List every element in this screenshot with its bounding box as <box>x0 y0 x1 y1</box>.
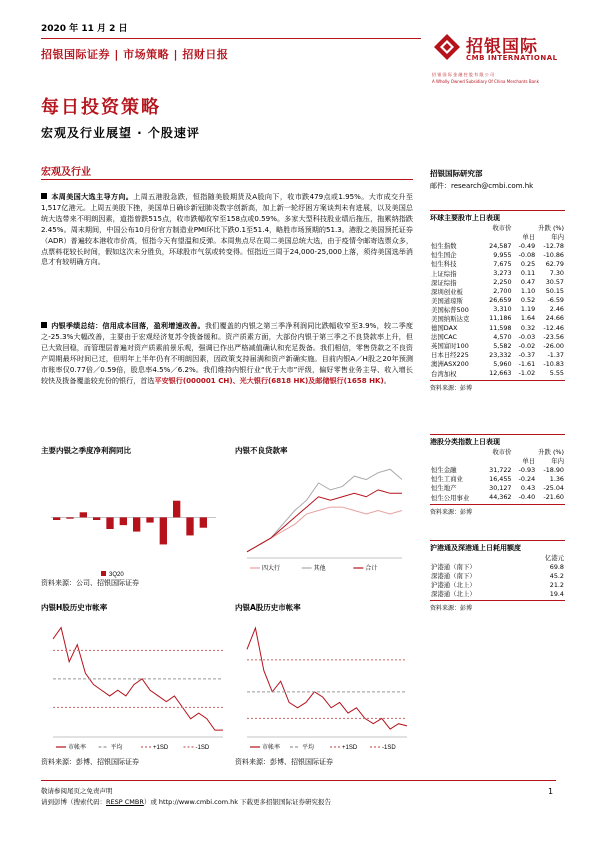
section-label: 宏观及行业 <box>41 167 91 178</box>
download-note <box>41 797 331 806</box>
connect-value: 21.2 <box>549 580 564 589</box>
index-day-change: -0.02 <box>518 341 536 350</box>
bar <box>146 517 153 522</box>
legend-swatch <box>101 571 106 576</box>
table-row <box>430 323 565 332</box>
logo-en: CMB INTERNATIONAL <box>466 54 558 62</box>
table-row <box>430 369 565 378</box>
bar <box>173 501 180 518</box>
index-day-change: -1.02 <box>518 369 536 378</box>
legend-label: 市帐率 <box>68 745 87 751</box>
bar <box>80 512 87 517</box>
chart-1-source: 资料来源：公司、招银国际证券 <box>41 579 139 587</box>
index-name: 恒生指数 <box>431 242 457 251</box>
chart-4 <box>235 613 415 753</box>
index-name: 澳洲ASX200 <box>431 360 469 369</box>
market-table <box>430 223 565 378</box>
legend-label: +1SD <box>342 745 358 751</box>
sector-name: 恒生地产 <box>431 484 457 493</box>
table-rule <box>430 600 565 601</box>
sector-table-title: 港股分类指数上日表现 <box>430 438 500 446</box>
logo-tagline-en: A Wholly Owned Subsidiary Of China Merchants Bank <box>432 79 539 84</box>
index-ytd-change: 2.46 <box>549 305 564 314</box>
sector-name: 恒生金融 <box>431 466 457 475</box>
index-ytd-change: -6.59 <box>547 296 564 305</box>
index-name: 恒生国企 <box>431 251 457 260</box>
page-subtitle: 宏观及行业展望 · 个股速评 <box>41 126 200 140</box>
cmbi-logo <box>432 26 562 114</box>
index-name: 美国纳斯达克 <box>431 314 470 323</box>
index-day-change: 0.52 <box>520 296 536 305</box>
table-header-row <box>430 223 565 232</box>
index-ytd-change: -23.56 <box>543 332 564 341</box>
connect-table-block <box>430 538 565 612</box>
bloomberg-code-link[interactable]: RESP CMBR <box>106 798 144 806</box>
index-close: 3,273 <box>493 269 512 278</box>
connect-name: 深港通（南下） <box>431 572 476 581</box>
index-close: 3,310 <box>493 305 512 314</box>
index-ytd-change: -12.78 <box>543 241 564 250</box>
table-row <box>430 492 565 501</box>
table-row <box>430 350 565 359</box>
index-close: 11,186 <box>489 314 512 323</box>
index-ytd-change: 30.57 <box>545 278 564 287</box>
logo-cn: 招银国际 <box>466 37 538 57</box>
col-close: 收市价 <box>492 224 512 233</box>
table-header-row <box>430 447 565 456</box>
chart-1-block <box>41 445 221 583</box>
index-name: 深圳创业板 <box>431 287 463 296</box>
index-close: 2,250 <box>493 278 512 287</box>
index-close: 5,582 <box>493 341 512 350</box>
connect-value: 69.8 <box>549 562 564 571</box>
connect-table-title: 沪港通及深港通上日耗用额度 <box>430 544 521 552</box>
sector-ytd-change: -18.90 <box>543 465 564 474</box>
index-close: 4,570 <box>493 332 512 341</box>
chart-3-block <box>41 602 231 755</box>
series-line <box>247 490 402 552</box>
col-close: 收市价 <box>492 448 512 457</box>
table-rule <box>430 380 565 381</box>
sector-ytd-change: 1.36 <box>549 474 564 483</box>
legend-label: -1SD <box>382 745 396 751</box>
chart-4-block <box>235 602 415 755</box>
col-ytd: 年内 <box>551 233 564 242</box>
index-close: 9,955 <box>493 250 512 259</box>
table-subheader-row <box>430 456 565 465</box>
bar <box>66 517 73 518</box>
sector-ytd-change: -21.60 <box>543 493 564 502</box>
index-close: 24,587 <box>489 241 512 250</box>
sector-table-source: 资料来源：彭博 <box>430 508 473 516</box>
chart-4-title: 内银A股历史市帐率 <box>235 603 301 612</box>
sector-table-block <box>430 432 565 516</box>
para1-lead: 本周美国大选主导方向。 <box>51 192 134 201</box>
index-day-change: 0.11 <box>520 269 536 278</box>
connect-table <box>430 553 565 598</box>
download-post: ）或 http://www.cmbi.com.hk 下载更多招银国际证券研究报告 <box>143 798 332 806</box>
sector-close: 30,127 <box>489 483 512 492</box>
para1-text: 上周五港股急跌，恒指随美股期货及A股向下，收市跌479点或1.95%。大市成交升至1,517亿港元。上周五美股下挫，美国单日确诊新冠肺炎数字创新高，加上新一轮纾困方案谈判未有进展，以及美国总统大选带来不明朗因素，道指曾跌515点，收市跌幅收窄至158点或0.59%。多家大型科技股业绩后拖压，拖累纳指跌2.45%。周末期间，中国公布10月份官方制造业PMI环比下跌0.1至51.4，略胜市场预期的51.3。港股之美国预托证券（ADR）普遍较本港收市价高，恒指今天有望温和反弹。本周焦点尽在周二美国总统大选，由于疫情令邮寄选票众多，点票料花较长时间，假如这次未分胜负，环球股市气氛或转变得。恒指近三周于24,000-25,000上落，须待美国选举消息才有较明确方向。 <box>41 192 413 267</box>
index-name: 美国道琼斯 <box>431 296 463 305</box>
table-row <box>430 571 565 580</box>
col-day: 单日 <box>522 233 536 242</box>
series-line <box>247 628 407 729</box>
table-row <box>430 250 565 259</box>
index-close: 7,675 <box>493 259 512 268</box>
bar <box>186 517 193 535</box>
legend-label: 四大行 <box>262 566 281 572</box>
sector-day-change: 0.43 <box>520 483 536 492</box>
para2-end: 。 <box>383 375 391 385</box>
sector-name: 恒生工商业 <box>431 475 463 484</box>
index-ytd-change: -12.46 <box>543 323 564 332</box>
index-day-change: -0.03 <box>518 332 536 341</box>
table-row <box>430 341 565 350</box>
index-name: 深证综指 <box>431 278 457 287</box>
download-pre: 请到彭博（搜索代码： <box>41 798 106 806</box>
series-line <box>247 507 402 552</box>
bar <box>53 517 60 520</box>
sector-day-change: -0.40 <box>518 493 536 502</box>
index-close: 11,598 <box>489 323 512 332</box>
chart-2 <box>235 456 410 574</box>
legend-label: 市帐率 <box>262 745 281 751</box>
index-ytd-change: 50.15 <box>545 287 564 296</box>
top-picks: 平安银行(000001 CH)、光大银行(6818 HK)及邮储银行(1658 HK) <box>154 375 384 385</box>
index-ytd-change: -1.37 <box>547 350 564 359</box>
sector-name: 恒生公用事业 <box>431 493 470 502</box>
index-close: 5,960 <box>493 359 512 368</box>
index-ytd-change: -10.83 <box>543 359 564 368</box>
index-ytd-change: -26.00 <box>543 341 564 350</box>
table-row <box>430 465 565 474</box>
bar <box>160 517 167 544</box>
bar <box>200 517 207 527</box>
legend-label: 平均 <box>110 745 123 751</box>
table-row <box>430 474 565 483</box>
index-name: 德国DAX <box>431 324 458 333</box>
report-date: 2020 年 11 月 2 日 <box>41 24 128 34</box>
chart-3-source: 资料来源：彭博、招银国际证券 <box>41 758 139 766</box>
bullet-icon <box>41 322 47 328</box>
index-close: 23,332 <box>489 350 512 359</box>
sector-close: 44,362 <box>489 493 512 502</box>
page-title: 每日投资策略 <box>41 97 161 118</box>
connect-name: 沪港通（南下） <box>431 563 476 572</box>
connect-table-source: 资料来源：彭博 <box>430 605 473 613</box>
col-change: 升跌 (%) <box>538 448 564 457</box>
sector-close: 16,455 <box>489 474 512 483</box>
table-row <box>430 562 565 571</box>
table-row <box>430 241 565 250</box>
para2-lead: 内银季绩总结：信用成本回落，盈利增速改善。 <box>51 321 205 330</box>
index-ytd-change: 24.66 <box>545 314 564 323</box>
index-name: 恒生科技 <box>431 260 457 269</box>
index-day-change: -1.61 <box>518 359 536 368</box>
table-row <box>430 483 565 492</box>
index-day-change: 1.10 <box>520 287 536 296</box>
table-subheader-row <box>430 232 565 241</box>
table-row <box>430 580 565 589</box>
paragraph-bank-results <box>41 321 413 386</box>
table-row <box>430 268 565 277</box>
chart-2-block <box>235 445 410 576</box>
disclaimer-note: 敬请参阅尾页之免责声明 <box>41 787 113 795</box>
paragraph-us-election <box>41 192 413 268</box>
chart-2-title: 内银不良贷款率 <box>235 446 288 455</box>
col-day: 单日 <box>522 457 536 466</box>
research-email[interactable]: 邮件：research@cmbi.com.hk <box>430 182 534 190</box>
table-row <box>430 359 565 368</box>
bar <box>93 517 100 520</box>
chart-3 <box>41 613 231 753</box>
market-table-source: 资料来源：彭博 <box>430 384 473 392</box>
chart-1-title: 主要内银之季度净利润同比 <box>41 446 131 455</box>
index-day-change: 0.47 <box>520 278 536 287</box>
connect-value: 19.4 <box>549 589 564 598</box>
table-rule <box>430 434 565 435</box>
col-ytd: 年内 <box>551 457 564 466</box>
connect-name: 沪港通（北上） <box>431 581 476 590</box>
index-day-change: 1.64 <box>520 314 536 323</box>
bar <box>133 517 140 531</box>
logo-tagline-cn: 招 银 国 际 金 融 控 股 有 限 公 司 <box>432 72 494 77</box>
index-name: 日本日经225 <box>431 351 469 360</box>
index-day-change: -0.37 <box>518 350 536 359</box>
index-name: 台湾加权 <box>431 369 457 378</box>
chart-4-source: 资料来源：彭博、招银国际证券 <box>235 758 333 766</box>
sector-day-change: -0.24 <box>518 474 536 483</box>
table-row <box>430 296 565 305</box>
legend-label: +1SD <box>153 745 169 751</box>
table-row <box>430 287 565 296</box>
legend-label: 其他 <box>313 566 326 572</box>
sector-day-change: -0.93 <box>518 465 536 474</box>
bullet-icon <box>41 193 47 199</box>
index-day-change: 1.19 <box>520 305 536 314</box>
index-close: 12,663 <box>489 369 512 378</box>
index-ytd-change: 7.30 <box>549 269 564 278</box>
sector-table <box>430 447 565 502</box>
table-header-row <box>430 553 565 562</box>
bar <box>106 517 113 529</box>
legend-label: 平均 <box>302 745 315 751</box>
market-table-title: 环球主要股市上日表现 <box>430 214 500 222</box>
chart-1 <box>41 456 221 581</box>
legend-label: 3Q20 <box>109 572 124 578</box>
table-row <box>430 259 565 268</box>
index-close: 26,659 <box>489 296 512 305</box>
market-table-block <box>430 208 565 392</box>
index-close: 2,700 <box>493 287 512 296</box>
table-row <box>430 278 565 287</box>
col-unit: 亿港元 <box>544 554 564 563</box>
sector-ytd-change: -25.04 <box>543 483 564 492</box>
index-ytd-change: 5.55 <box>549 369 564 378</box>
index-name: 英国富时100 <box>431 342 469 351</box>
cmbi-mark-icon <box>432 32 462 62</box>
index-day-change: -0.08 <box>518 250 536 259</box>
connect-name: 深港通（北上） <box>431 590 476 599</box>
col-change: 升跌 (%) <box>538 224 564 233</box>
research-dept: 招银国际研究部 <box>430 169 483 178</box>
page-number: 1 <box>548 787 554 796</box>
table-row <box>430 305 565 314</box>
table-row <box>430 332 565 341</box>
index-ytd-change: -10.86 <box>543 250 564 259</box>
para2-text: 我们覆盖的内银之第三季净利润同比跌幅收窄至3.9%，较二季度之-25.3%大幅改善，主要由于宏观经济复苏令拨备缓和。资产质素方面，大部份内银于第三季之不良贷款率上升，但已大致回稳，而管理层普遍对资产质素前景乐观，强调已作出严格减值确认和充足拨备。我们相信，零售贷款之不良资产周期最坏时间已过，但明年上半年仍有不明朗因素，因政策支持届满和资产新确实施。目前内银A／H股之20年预测市账率仅0.77倍／0.59倍，股息率4.5%／6.2%。我们维持内银行业“优于大市”评级，偏好零售业务主导、收入增长较快及拨备覆盖较充份的银行，首选 <box>41 321 413 385</box>
table-row <box>430 589 565 598</box>
bar <box>120 517 127 525</box>
index-name: 法国CAC <box>431 333 457 342</box>
legend-label: 合计 <box>365 566 378 572</box>
section-rule <box>41 179 413 180</box>
legend-label: -1SD <box>195 745 210 751</box>
index-day-change: 0.32 <box>520 323 536 332</box>
connect-value: 45.2 <box>549 571 564 580</box>
table-rule <box>430 210 565 211</box>
index-name: 上证综指 <box>431 269 457 278</box>
table-row <box>430 314 565 323</box>
table-rule <box>430 504 565 505</box>
footer-rule <box>41 780 556 781</box>
index-day-change: 0.25 <box>520 259 536 268</box>
header-rule <box>41 38 421 39</box>
index-name: 美国标普500 <box>431 305 469 314</box>
sector-close: 31,722 <box>489 465 512 474</box>
table-rule <box>430 540 565 541</box>
chart-3-title: 内银H股历史市帐率 <box>41 603 108 612</box>
index-day-change: -0.49 <box>518 241 536 250</box>
report-series: 招银国际证券 | 市场策略 | 招财日报 <box>41 48 229 61</box>
index-ytd-change: 62.79 <box>545 259 564 268</box>
